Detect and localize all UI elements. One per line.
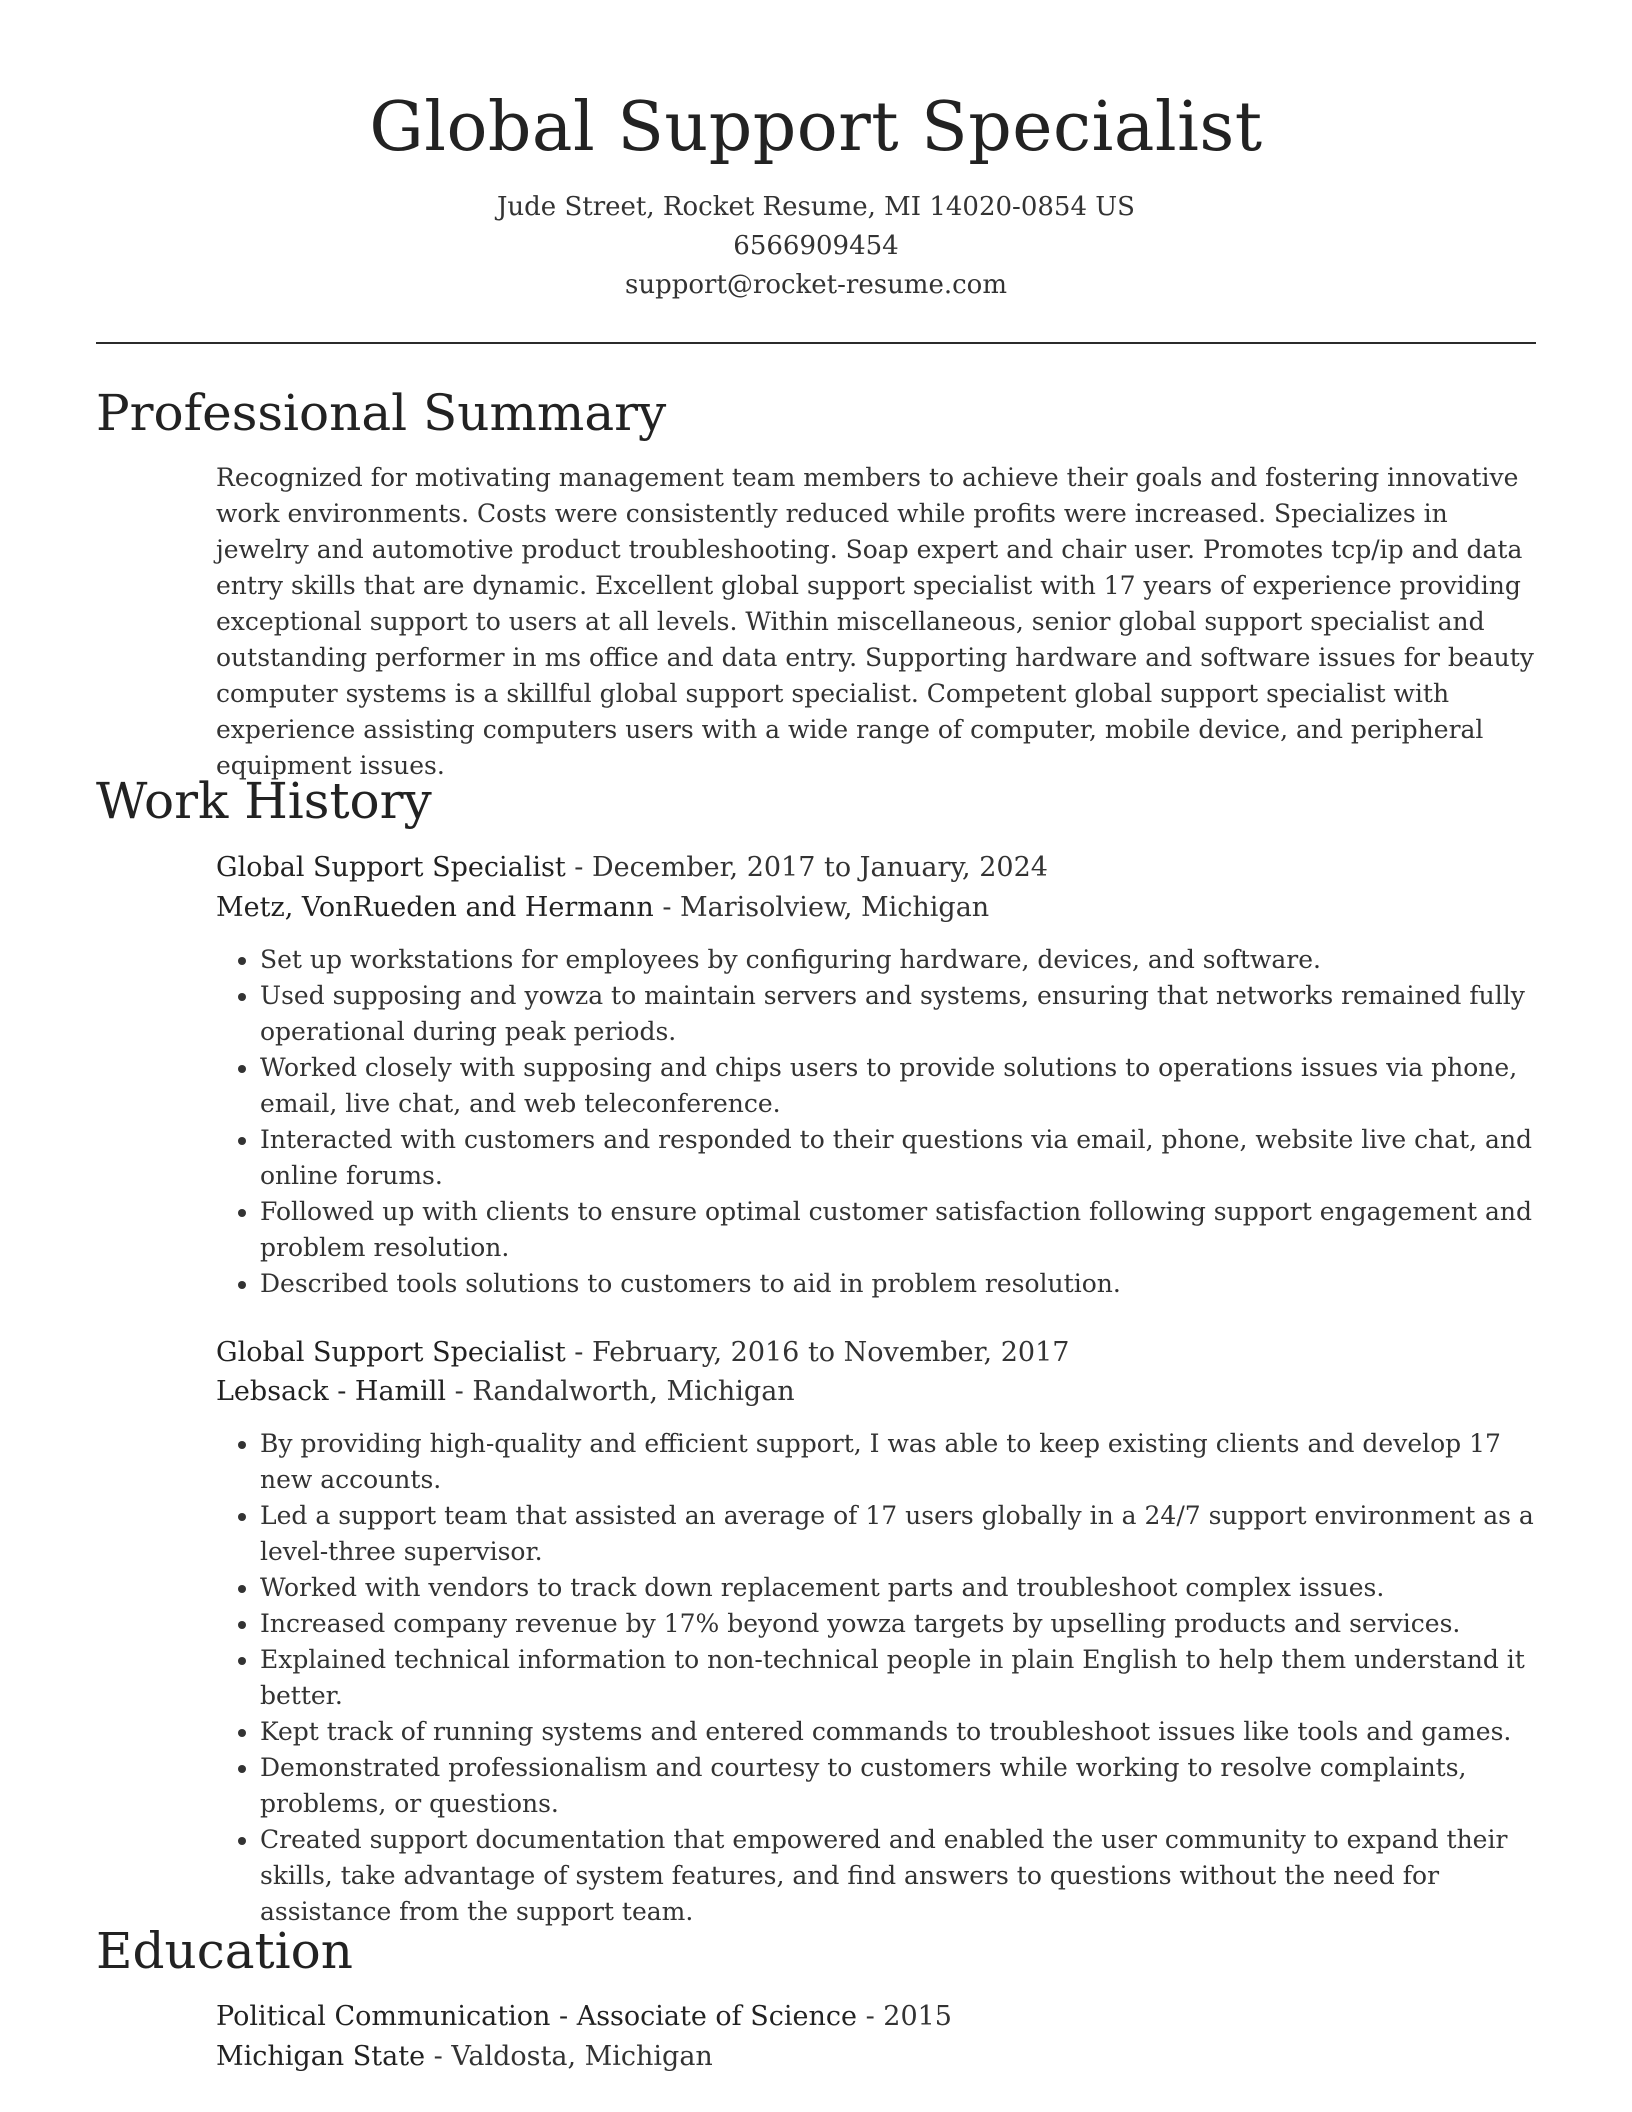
- list-item: • Followed up with clients to ensure optimal customer satisfaction following support engagement and problem resolution.: [260, 1194, 1546, 1266]
- job-title: Global Support Specialist: [216, 852, 566, 883]
- contact-address: Jude Street, Rocket Resume, MI 14020-0854 US: [497, 192, 1135, 222]
- job-1-title-line: [216, 848, 1536, 888]
- summary-text: Recognized for motivating management team members to achieve their goals and fostering innovative work environments. Costs were consistently reduced while profits were increased. Specializes in jewelry and automotive product troubleshooting. Soap expert and chair user. Promotes tcp/ip and data entry skills that are dynamic. Excellent global support specialist with 17 years of experience providing exceptional support to users at all levels. Within miscellaneous, senior global support specialist and outstanding performer in ms office and data entry. Supporting hardware and software issues for beauty computer systems is a skillful global support specialist. Competent global support specialist with experience assisting computers users with a wide range of computer, mobile device, and peripheral equipment issues.: [216, 463, 1534, 780]
- contact-email: support@rocket-resume.com: [624, 270, 1007, 300]
- list-item: • Demonstrated professionalism and courtesy to customers while working to resolve complaints, problems, or questions.: [260, 1750, 1546, 1822]
- education-degree-line: [216, 1997, 1536, 2037]
- job-dates: - December, 2017 to January, 2024: [565, 852, 1048, 883]
- list-item: • Set up workstations for employees by configuring hardware, devices, and software.: [260, 942, 1546, 978]
- education-school-line: [216, 2037, 1536, 2077]
- section-heading-work-history: Work History: [96, 772, 432, 830]
- list-item: • Increased company revenue by 17% beyond yowza targets by upselling products and services.: [260, 1606, 1546, 1642]
- section-heading-education: Education: [96, 1922, 353, 1980]
- contact-phone: 6566909454: [733, 231, 899, 261]
- header-divider: [96, 342, 1536, 344]
- job-location: - Marisolview, Michigan: [653, 892, 990, 923]
- job-2-title-line: [216, 1333, 1536, 1373]
- job-company: Lebsack - Hamill: [216, 1376, 447, 1407]
- job-2-bullets: [216, 1426, 1546, 1930]
- education-location: - Valdosta, Michigan: [425, 2041, 713, 2072]
- list-item: • Kept track of running systems and entered commands to troubleshoot issues like tools and games.: [260, 1714, 1546, 1750]
- resume-title: Global Support Specialist: [369, 88, 1263, 167]
- list-item: • Interacted with customers and responded to their questions via email, phone, website live chat, and online forums.: [260, 1122, 1546, 1194]
- section-heading-summary: Professional Summary: [96, 384, 667, 442]
- job-company: Metz, VonRueden and Hermann: [216, 892, 654, 923]
- list-item: • Worked closely with supposing and chips users to provide solutions to operations issues via phone, email, live chat, and web teleconference.: [260, 1050, 1546, 1122]
- list-item: • Worked with vendors to track down replacement parts and troubleshoot complex issues.: [260, 1570, 1546, 1606]
- job-2-company-line: [216, 1372, 1536, 1412]
- list-item: • Used supposing and yowza to maintain servers and systems, ensuring that networks remained fully operational during peak periods.: [260, 978, 1546, 1050]
- list-item: • By providing high-quality and efficient support, I was able to keep existing clients and develop 17 new accounts.: [260, 1426, 1546, 1498]
- education-degree: Political Communication - Associate of Science: [216, 2001, 857, 2032]
- job-1-company-line: [216, 888, 1536, 928]
- job-title: Global Support Specialist: [216, 1337, 566, 1368]
- list-item: • Led a support team that assisted an average of 17 users globally in a 24/7 support environment as a level-three supervisor.: [260, 1498, 1546, 1570]
- education-school: Michigan State: [216, 2041, 426, 2072]
- education-year: - 2015: [856, 2001, 952, 2032]
- job-1-bullets: [216, 942, 1546, 1302]
- list-item: • Described tools solutions to customers to aid in problem resolution.: [260, 1266, 1546, 1302]
- list-item: • Created support documentation that empowered and enabled the user community to expand their skills, take advantage of system features, and find answers to questions without the need for assistance from the support team.: [260, 1822, 1546, 1930]
- job-location: - Randalworth, Michigan: [446, 1376, 795, 1407]
- list-item: • Explained technical information to non-technical people in plain English to help them understand it better.: [260, 1642, 1546, 1714]
- job-dates: - February, 2016 to November, 2017: [565, 1337, 1070, 1368]
